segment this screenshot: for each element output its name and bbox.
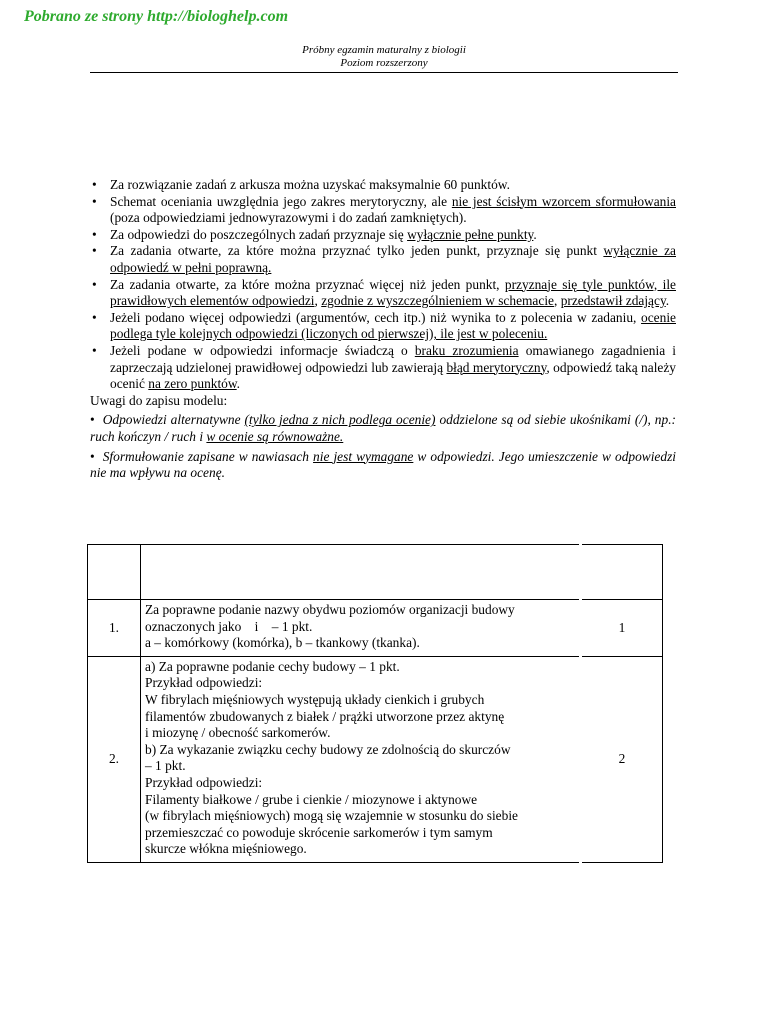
rule-item: • Za zadania otwarte, za które można przyznać tylko jeden punkt, przyznaje się punkt wyłącznie za odpowiedź w pełni poprawną. <box>90 243 676 276</box>
task-points: 2 <box>581 656 663 862</box>
rule-item: • Jeżeli podano więcej odpowiedzi (argumentów, cech itp.) niż wynika to z polecenia w zadaniu, ocenie podlega tyle kolejnych odpowiedzi (liczonych od pierwszej), ile jest w poleceniu. <box>90 310 676 343</box>
note-item: • Odpowiedzi alternatywne (tylko jedna z nich podlega ocenie) oddzielone są od siebie ukośnikami (/), np.: ruch kończyn / ruch i w ocenie są równoważne. <box>90 412 677 444</box>
header-cell-points <box>581 545 663 600</box>
table-header-row <box>88 545 663 600</box>
note-item: • Sformułowanie zapisane w nawiasach nie jest wymagane w odpowiedzi. Jego umieszczenie w odpowiedzi nie ma wpływu na ocenę. <box>90 448 677 481</box>
task-criteria: a) Za poprawne podanie cechy budowy – 1 pkt. Przykład odpowiedzi: W fibrylach mięśniowych występują układy cienkich i grubych filamentów zbudowanych z białek / prążki utworzone przez aktynę i miozynę / obecność sarkomerów. b) Za wykazanie związku cechy budowy ze zdolnością do skurczów – 1 pkt. Przykład odpowiedzi: Filamenty białkowe / grube i cienkie / miozynowe i aktynowe (w fibrylach mięśniowych) mogą się wzajemnie w stosunku do siebie przemieszczać co powoduje skrócenie sarkomerów i tym samym skurcze włókna mięśniowego. <box>141 656 581 862</box>
bullet: • <box>90 448 95 464</box>
notes-title: Uwagi do zapisu modelu: <box>90 392 228 408</box>
task-points: 1 <box>581 600 663 657</box>
table-row <box>88 656 663 862</box>
rules-list <box>90 177 676 393</box>
task-number: 2. <box>88 656 141 862</box>
source-banner: Pobrano ze strony http://biologhelp.com <box>24 8 289 25</box>
exam-title: Próbny egzamin maturalny z biologii <box>302 44 466 56</box>
rule-item: • Za rozwiązanie zadań z arkusza można uzyskać maksymalnie 60 punktów. <box>90 177 676 194</box>
header-cell-number <box>88 545 141 600</box>
task-criteria: Za poprawne podanie nazwy obydwu poziomów organizacji budowy oznaczonych jako i – 1 pkt. a – komórkowy (komórka), b – tkankowy (tkanka). <box>141 600 581 657</box>
exam-level: Poziom rozszerzony <box>340 57 428 69</box>
table-row <box>88 600 663 657</box>
rule-item: • Schemat oceniania uwzględnia jego zakres merytoryczny, ale nie jest ścisłym wzorcem sformułowania (poza odpowiedziami jednowyrazowymi i do zadań zamkniętych). <box>90 194 676 227</box>
page-header <box>90 44 678 70</box>
rule-item: • Jeżeli podane w odpowiedzi informacje świadczą o braku zrozumienia omawianego zagadnienia i zaprzeczają udzielonej prawidłowej odpowiedzi lub zawierają błąd merytoryczny, odpowiedź taką należy ocenić na zero punktów. <box>90 343 676 393</box>
rule-item: • Za odpowiedzi do poszczególnych zadań przyznaje się wyłącznie pełne punkty. <box>90 227 676 244</box>
header-cell-description <box>141 545 581 600</box>
bullet: • <box>90 412 95 428</box>
task-number: 1. <box>88 600 141 657</box>
rule-item: • Za zadania otwarte, za które można przyznać więcej niż jeden punkt, przyznaje się tyle punktów, ile prawidłowych elementów odpowiedzi, zgodnie z wyszczególnieniem w schemacie, przedstawił zdający. <box>90 277 676 310</box>
scoring-table <box>87 544 663 863</box>
grading-rules <box>90 177 676 482</box>
header-divider <box>90 72 678 73</box>
